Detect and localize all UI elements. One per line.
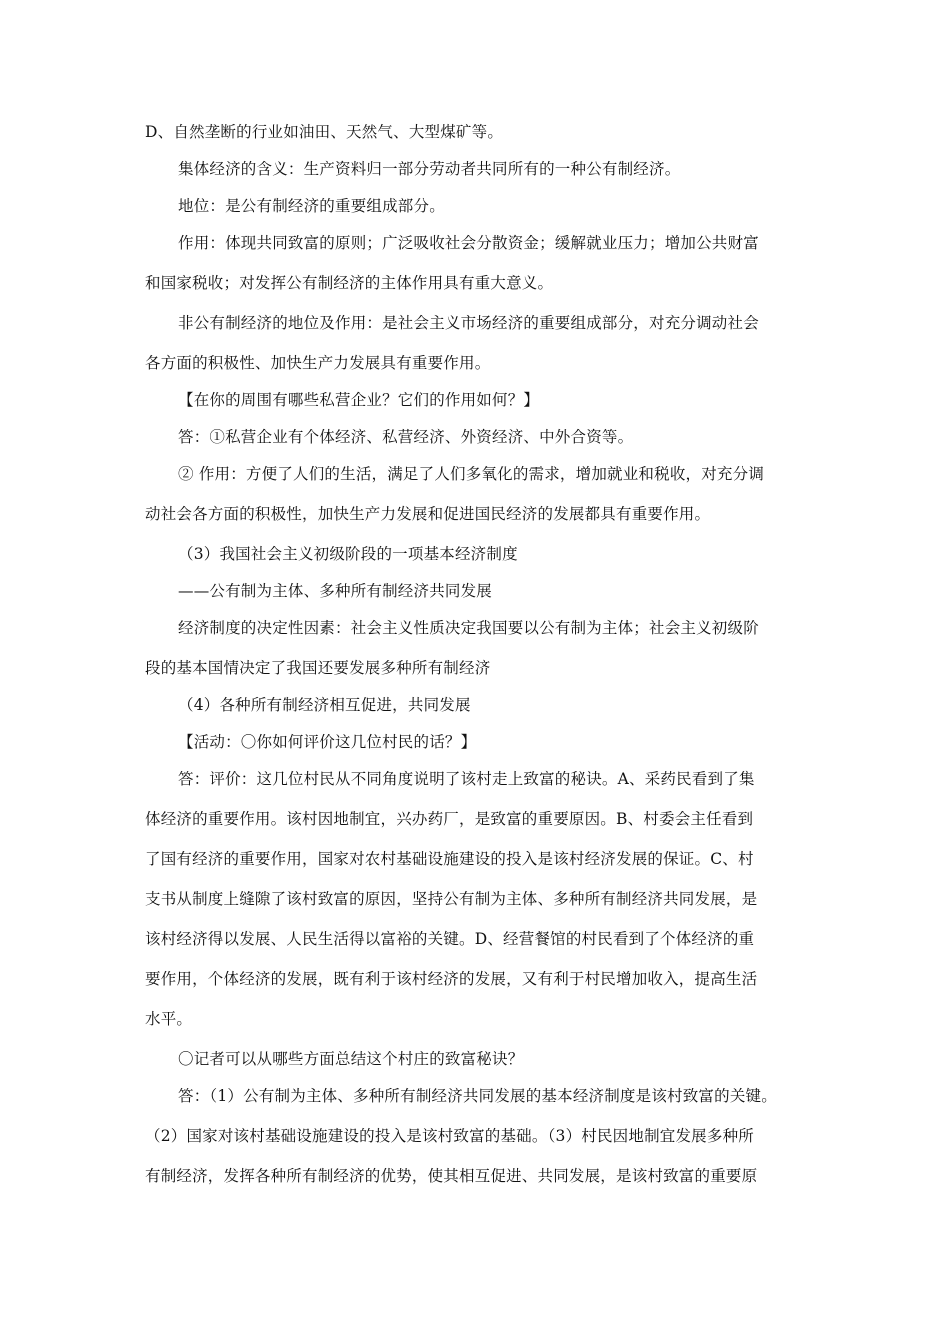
- text-line: 【在你的周围有哪些私营企业？它们的作用如何？】: [178, 391, 540, 409]
- text-line: 作用：体现共同致富的原则；广泛吸收社会分散资金；缓解就业压力；增加公共财富: [178, 234, 759, 252]
- text-line: 集体经济的含义：生产资料归一部分劳动者共同所有的一种公有制经济。: [178, 160, 681, 178]
- text-line: 和国家税收；对发挥公有制经济的主体作用具有重大意义。: [145, 274, 554, 292]
- text-line: 经济制度的决定性因素：社会主义性质决定我国要以公有制为主体；社会主义初级阶: [178, 619, 759, 637]
- text-line: 地位：是公有制经济的重要组成部分。: [178, 197, 445, 215]
- text-line: 答：①私营企业有个体经济、私营经济、外资经济、中外合资等。: [178, 428, 634, 446]
- text-line: 了国有经济的重要作用，国家对农村基础设施建设的投入是该村经济发展的保证。C、村: [145, 850, 754, 868]
- document-body: [145, 123, 825, 1207]
- text-line: 动社会各方面的积极性，加快生产力发展和促进国民经济的发展都具有重要作用。: [145, 505, 711, 523]
- text-line: 有制经济，发挥各种所有制经济的优势，使其相互促进、共同发展，是该村致富的重要原: [145, 1167, 758, 1185]
- text-line: ② 作用：方便了人们的生活，满足了人们多氧化的需求，增加就业和税收，对充分调: [178, 465, 765, 483]
- text-line: 各方面的积极性、加快生产力发展具有重要作用。: [145, 354, 491, 372]
- text-line: D、自然垄断的行业如油田、天然气、大型煤矿等。: [145, 123, 504, 141]
- text-line: 答：评价：这几位村民从不同角度说明了该村走上致富的秘诀。A、采药民看到了集: [178, 770, 755, 788]
- text-line: （3）我国社会主义初级阶段的一项基本经济制度: [178, 545, 518, 563]
- text-line: 该村经济得以发展、人民生活得以富裕的关键。D、经营餐馆的村民看到了个体经济的重: [145, 930, 755, 948]
- text-line: ——公有制为主体、多种所有制经济共同发展: [178, 582, 493, 600]
- text-line: 非公有制经济的地位及作用：是社会主义市场经济的重要组成部分，对充分调动社会: [178, 314, 759, 332]
- text-line: 〇记者可以从哪些方面总结这个村庄的致富秘诀？: [178, 1050, 524, 1068]
- text-line: （2）国家对该村基础设施建设的投入是该村致富的基础。（3）村民因地制宜发展多种所: [145, 1127, 754, 1145]
- text-line: （4）各种所有制经济相互促进，共同发展: [178, 696, 471, 714]
- text-line: 体经济的重要作用。该村因地制宜，兴办药厂，是致富的重要原因。B、村委会主任看到: [145, 810, 754, 828]
- text-line: 段的基本国情决定了我国还要发展多种所有制经济: [145, 659, 491, 677]
- text-line: 支书从制度上缝隙了该村致富的原因，坚持公有制为主体、多种所有制经济共同发展，是: [145, 890, 758, 908]
- text-line: 答：（1）公有制为主体、多种所有制经济共同发展的基本经济制度是该村致富的关键。: [178, 1087, 777, 1105]
- text-line: 【活动：〇你如何评价这几位村民的话？】: [178, 733, 477, 751]
- text-line: 要作用，个体经济的发展，既有利于该村经济的发展，又有利于村民增加收入，提高生活: [145, 970, 758, 988]
- text-line: 水平。: [145, 1010, 193, 1028]
